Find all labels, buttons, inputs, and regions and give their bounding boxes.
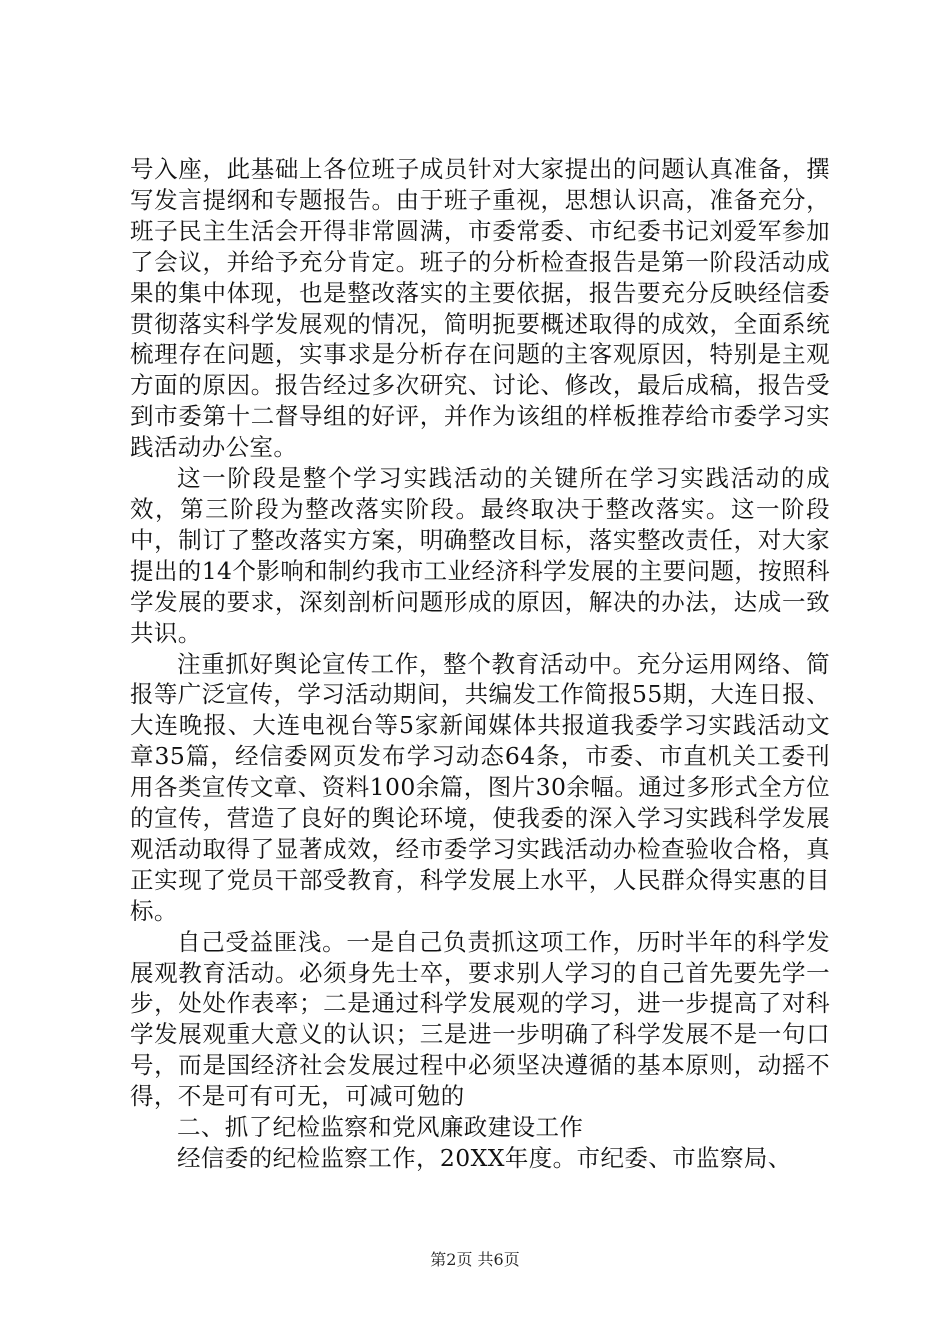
section-heading: 二、抓了纪检监察和党风廉政建设工作: [177, 1113, 584, 1142]
paragraph-5: 经信委的纪检监察工作，20XX年度。市纪委、市监察局、: [177, 1144, 792, 1172]
paragraph-1: 号入座，此基础上各位班子成员针对大家提出的问题认真准备，撰写发言提纲和专题报告。由于班子重视，思想认识高，准备充分，班子民主生活会开得非常圆满，市委常委、市纪委书记刘爱军参加了会议，并给予充分肯定。班子的分析检查报告是第一阶段活动成果的集中体现，也是整改落实的主要依据，报告要充分反映经信委贯彻落实科学发展观的情况，简明扼要概述取得的成效，全面系统梳理存在问题，实事求是分析存在问题的主客观原因，特别是主观方面的原因。报告经过多次研究、讨论、修改，最后成稿，报告受到市委第十二督导组的好评，并作为该组的样板推荐给市委学习实践活动办公室。: [130, 155, 830, 462]
paragraph-4: 自己受益匪浅。一是自己负责抓这项工作，历时半年的科学发展观教育活动。必须身先士卒，要求别人学习的自己首先要先学一步，处处作表率；二是通过科学发展观的学习，进一步提高了对科学发展观重大意义的认识；三是进一步明确了科学发展不是一句口号，而是国经济社会发展过程中必须坚决遵循的基本原则，动摇不得，不是可有可无，可减可勉的: [130, 927, 830, 1111]
paragraph-3: 注重抓好舆论宣传工作，整个教育活动中。充分运用网络、简报等广泛宣传，学习活动期间，共编发工作简报55期，大连日报、大连晚报、大连电视台等5家新闻媒体共报道我委学习实践活动文章35篇，经信委网页发布学习动态64条，市委、市直机关工委刊用各类宣传文章、资料100余篇，图片30余幅。通过多形式全方位的宣传，营造了良好的舆论环境，使我委的深入学习实践科学发展观活动取得了显著成效，经市委学习实践活动办检查验收合格，真正实现了党员干部受教育，科学发展上水平，人民群众得实惠的目标。: [130, 649, 830, 925]
paragraph-2: 这一阶段是整个学习实践活动的关键所在学习实践活动的成效，第三阶段为整改落实阶段。最终取决于整改落实。这一阶段中，制订了整改落实方案，明确整改目标，落实整改责任，对大家提出的14个影响和制约我市工业经济科学发展的主要问题，按照科学发展的要求，深刻剖析问题形成的原因，解决的办法，达成一致共识。: [130, 464, 830, 647]
body-text: [130, 154, 830, 1174]
page-footer: 第2页 共6页: [430, 1250, 520, 1269]
